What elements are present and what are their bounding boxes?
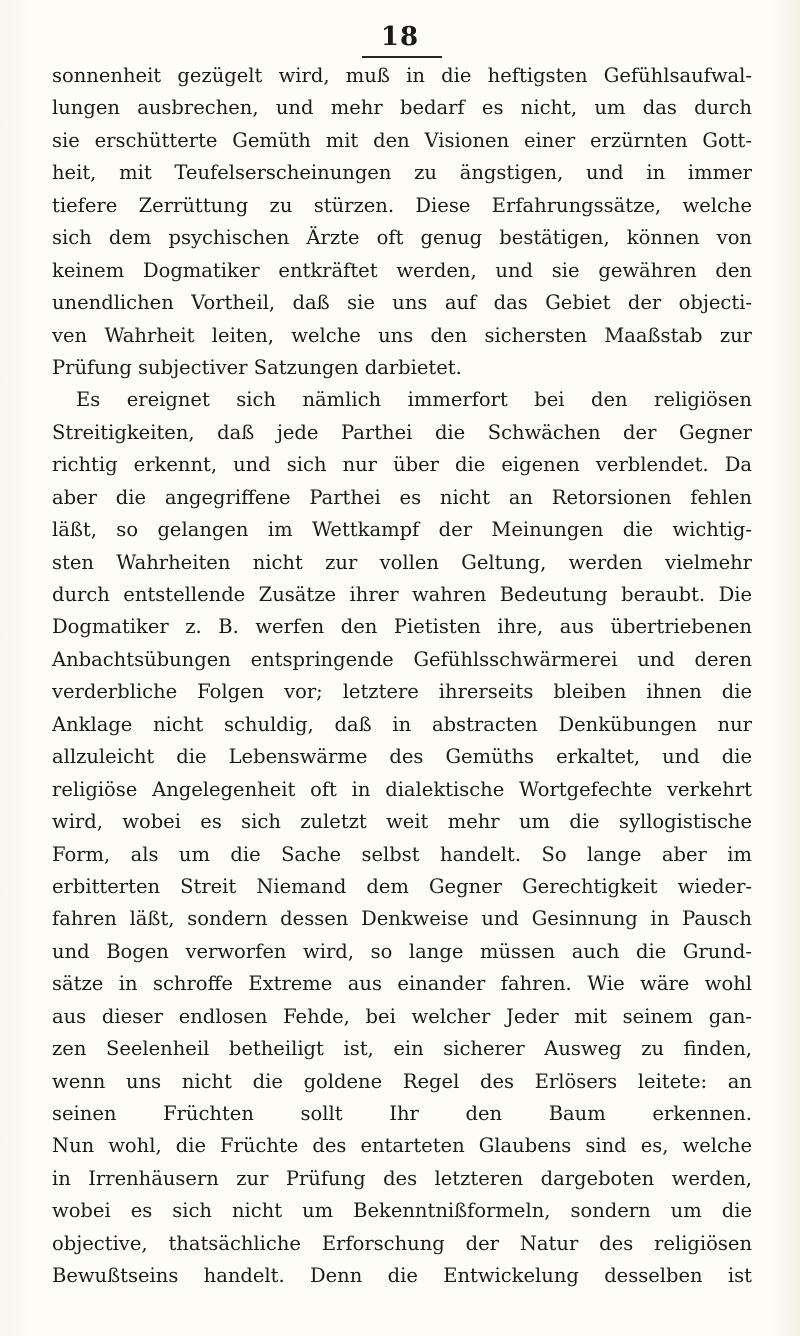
text-line: Streitigkeiten, daß jede Parthei die Schwächen der Gegner: [52, 420, 752, 444]
text-line: wird, wobei es sich zuletzt weit mehr um die syllogistische: [52, 810, 752, 834]
text-line: objective, thatsächliche Erforschung der Natur des religiösen: [52, 1231, 752, 1255]
text-line: allzuleicht die Lebenswärme des Gemüths erkaltet, und die: [52, 745, 752, 769]
header-rule: [362, 56, 442, 58]
text-line: seinen Früchten sollt Ihr den Baum erkennen.: [52, 1102, 752, 1125]
text-line: Anbachtsübungen entspringende Gefühlsschwärmerei und deren: [52, 647, 752, 671]
text-line: Es ereignet sich nämlich immerfort bei den religiösen: [76, 388, 752, 412]
text-line: verderbliche Folgen vor; letztere ihrerseits bleiben ihnen die: [52, 680, 752, 704]
text-line: aber die angegriffene Parthei es nicht an Retorsionen fehlen: [52, 485, 752, 509]
text-line: richtig erkennt, und sich nur über die eigenen verblendet. Da: [52, 453, 752, 477]
text-line: zen Seelenheil betheiligt ist, ein sicherer Ausweg zu finden,: [52, 1037, 752, 1061]
text-line: keinem Dogmatiker entkräftet werden, und sie gewähren den: [52, 258, 752, 282]
body-text: [52, 60, 752, 1293]
text-line: unendlichen Vortheil, daß sie uns auf das Gebiet der objecti-: [52, 291, 752, 315]
text-line: Form, als um die Sache selbst handelt. So lange aber im: [52, 842, 752, 866]
text-line: läßt, so gelangen im Wettkampf der Meinungen die wichtig-: [52, 518, 752, 542]
text-line: sich dem psychischen Ärzte oft genug bestätigen, können von: [52, 226, 752, 250]
text-line: Anklage nicht schuldig, daß in abstracten Denkübungen nur: [52, 712, 752, 736]
text-line: Bewußtseins handelt. Denn die Entwickelung desselben ist: [52, 1264, 752, 1288]
text-line: lungen ausbrechen, und mehr bedarf es nicht, um das durch: [52, 96, 752, 120]
text-line: Dogmatiker z. B. werfen den Pietisten ihre, aus übertriebenen: [52, 615, 752, 639]
text-line: aus dieser endlosen Fehde, bei welcher Jeder mit seinem gan-: [52, 1004, 752, 1028]
text-line: sonnenheit gezügelt wird, muß in die heftigsten Gefühlsaufwal-: [52, 64, 752, 87]
text-line: sätze in schroffe Extreme aus einander fahren. Wie wäre wohl: [52, 972, 752, 996]
text-line: heit, mit Teufelserscheinungen zu ängstigen, und in immer: [52, 161, 752, 185]
text-line: fahren läßt, sondern dessen Denkweise und Gesinnung in Pausch: [52, 907, 752, 931]
text-line: Nun wohl, die Früchte des entarteten Glaubens sind es, welche: [52, 1134, 752, 1158]
text-line: durch entstellende Zusätze ihrer wahren Bedeutung beraubt. Die: [52, 583, 752, 606]
text-line: sten Wahrheiten nicht zur vollen Geltung, werden vielmehr: [52, 550, 752, 574]
text-line: erbitterten Streit Niemand dem Gegner Gerechtigkeit wieder-: [52, 874, 752, 898]
text-line: wenn uns nicht die goldene Regel des Erlösers leitete: an: [52, 1069, 752, 1093]
text-line: und Bogen verworfen wird, so lange müssen auch die Grund-: [52, 939, 752, 963]
text-line: Prüfung subjectiver Satzungen darbietet.: [52, 355, 462, 379]
text-line: tiefere Zerrüttung zu stürzen. Diese Erfahrungssätze, welche: [52, 193, 752, 217]
text-line: wobei es sich nicht um Bekenntnißformeln, sondern um die: [52, 1199, 752, 1223]
page-number: 18: [380, 22, 420, 52]
text-line: sie erschütterte Gemüth mit den Visionen einer erzürnten Gott-: [52, 128, 752, 152]
text-line: religiöse Angelegenheit oft in dialektische Wortgefechte verkehrt: [52, 777, 752, 801]
text-line: in Irrenhäusern zur Prüfung des letzteren dargeboten werden,: [52, 1166, 752, 1190]
text-line: ven Wahrheit leiten, welche uns den sichersten Maaßstab zur: [52, 323, 752, 347]
